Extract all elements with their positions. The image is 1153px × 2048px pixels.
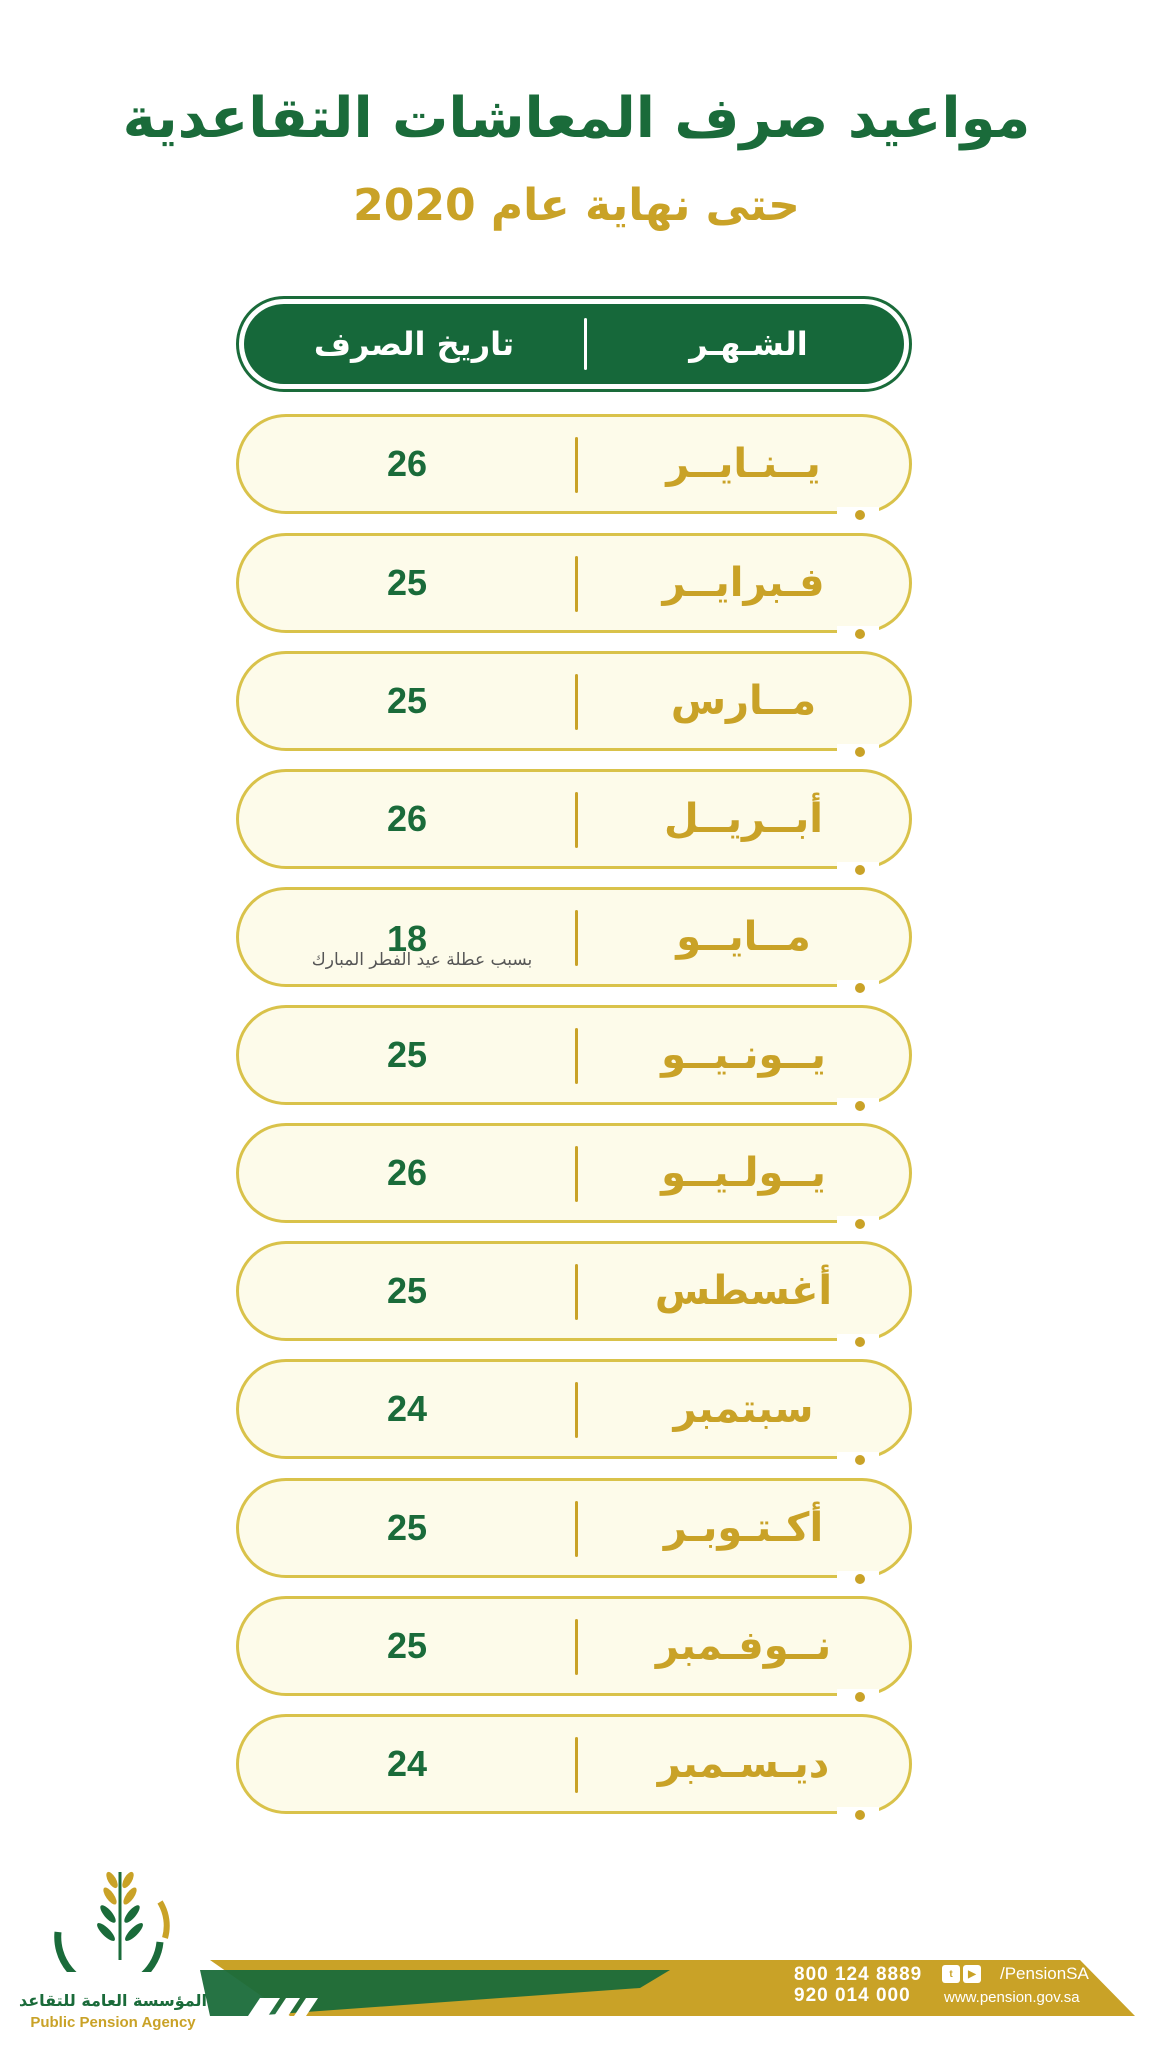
- row-note: بسبب عطلة عيد الفطر المبارك: [311, 950, 533, 970]
- row-date: 25: [386, 680, 428, 721]
- row-month: يــونـيــو: [661, 1032, 826, 1078]
- org-name-arabic: المؤسسة العامة للتقاعد: [18, 1991, 207, 2010]
- row-dot: [855, 1810, 865, 1820]
- row-dot: [855, 865, 865, 875]
- table-row: [236, 1359, 912, 1459]
- row-month: سبتمبر: [673, 1386, 814, 1432]
- table-row: [236, 1005, 912, 1105]
- row-date: 24: [386, 1388, 428, 1429]
- page-subtitle: حتى نهاية عام 2020: [353, 180, 800, 231]
- row-date: 26: [386, 1152, 428, 1193]
- row-dot: [855, 1101, 865, 1111]
- row-month: يــولـيــو: [661, 1150, 826, 1196]
- row-date: 18: [386, 918, 428, 959]
- phone-number-1: 800 124 8889: [794, 1964, 923, 1985]
- row-date: 26: [386, 798, 428, 839]
- twitter-icon[interactable]: t: [942, 1965, 960, 1983]
- row-date: 26: [386, 443, 428, 484]
- row-dot: [855, 1337, 865, 1347]
- row-month: مــايــو: [676, 914, 811, 960]
- table-row: [236, 651, 912, 751]
- row-dot: [855, 1692, 865, 1702]
- row-date: 25: [386, 1625, 428, 1666]
- row-month: نــوفـمبر: [655, 1623, 832, 1669]
- row-month: أكـتـوبـر: [663, 1505, 824, 1551]
- row-date: 25: [386, 562, 428, 603]
- row-date: 25: [386, 1034, 428, 1075]
- row-dot: [855, 1574, 865, 1584]
- phone-number-2: 920 014 000: [794, 1985, 911, 2006]
- table-row: [236, 414, 912, 514]
- table-row: [236, 533, 912, 633]
- social-handle[interactable]: /PensionSA: [1000, 1964, 1089, 1983]
- row-month: ديـسـمبر: [657, 1741, 830, 1787]
- row-month: فـبرايــر: [662, 560, 825, 606]
- table-row: [236, 1241, 912, 1341]
- row-dot: [855, 629, 865, 639]
- row-dot: [855, 1219, 865, 1229]
- row-date: 25: [386, 1507, 428, 1548]
- table-row: [236, 1478, 912, 1578]
- website-link[interactable]: www.pension.gov.sa: [944, 1989, 1080, 2006]
- row-month: أغسطس: [654, 1268, 833, 1314]
- row-dot: [855, 983, 865, 993]
- header-date-label: تاريخ الصرف: [313, 325, 515, 363]
- page-title: مواعيد صرف المعاشات التقاعدية: [122, 86, 1031, 151]
- header-month-label: الشـهـر: [689, 325, 808, 363]
- youtube-icon[interactable]: ▶: [963, 1965, 981, 1983]
- agency-logo-icon: [40, 1862, 190, 1972]
- social-icons: [942, 1965, 981, 1983]
- table-row: [236, 887, 912, 987]
- table-row: [236, 1123, 912, 1223]
- row-month: أبــريــل: [663, 796, 824, 842]
- table-row: [236, 1714, 912, 1814]
- row-dot: [855, 1455, 865, 1465]
- row-date: 24: [386, 1743, 428, 1784]
- table-row: [236, 1596, 912, 1696]
- row-month: مــارس: [670, 678, 817, 724]
- org-name-english: Public Pension Agency: [30, 2014, 196, 2031]
- row-dot: [855, 747, 865, 757]
- table-header: [236, 296, 912, 392]
- table-row: [236, 769, 912, 869]
- footer-band: [200, 1958, 1135, 2018]
- row-dot: [855, 510, 865, 520]
- row-month: يــنـايــر: [666, 441, 821, 487]
- row-date: 25: [386, 1270, 428, 1311]
